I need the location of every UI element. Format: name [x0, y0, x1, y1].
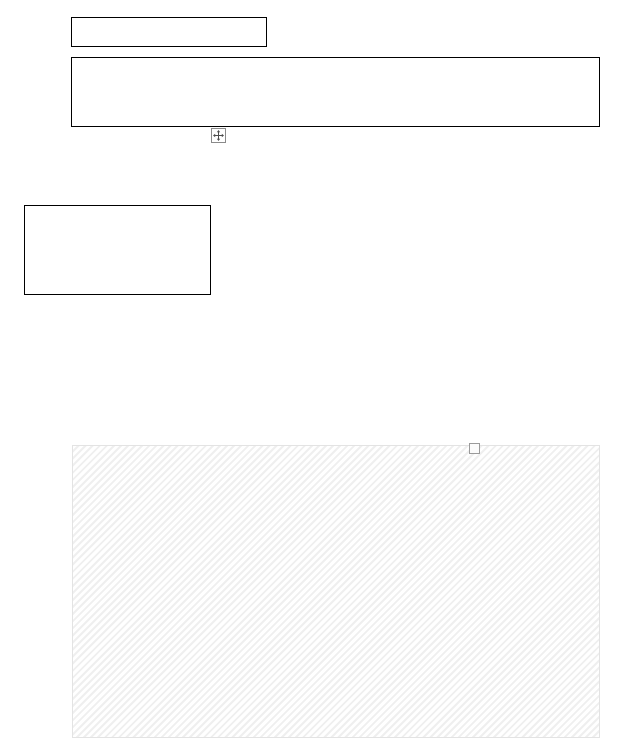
total-income-box[interactable] [71, 57, 600, 127]
budget-pie-chart[interactable] [72, 445, 600, 738]
budget-header-box[interactable] [71, 17, 267, 47]
move-handle-icon[interactable] [211, 128, 226, 143]
notifications-textbox[interactable] [24, 205, 211, 295]
resize-handle-icon[interactable] [469, 443, 480, 454]
pie-graphic [173, 462, 473, 657]
